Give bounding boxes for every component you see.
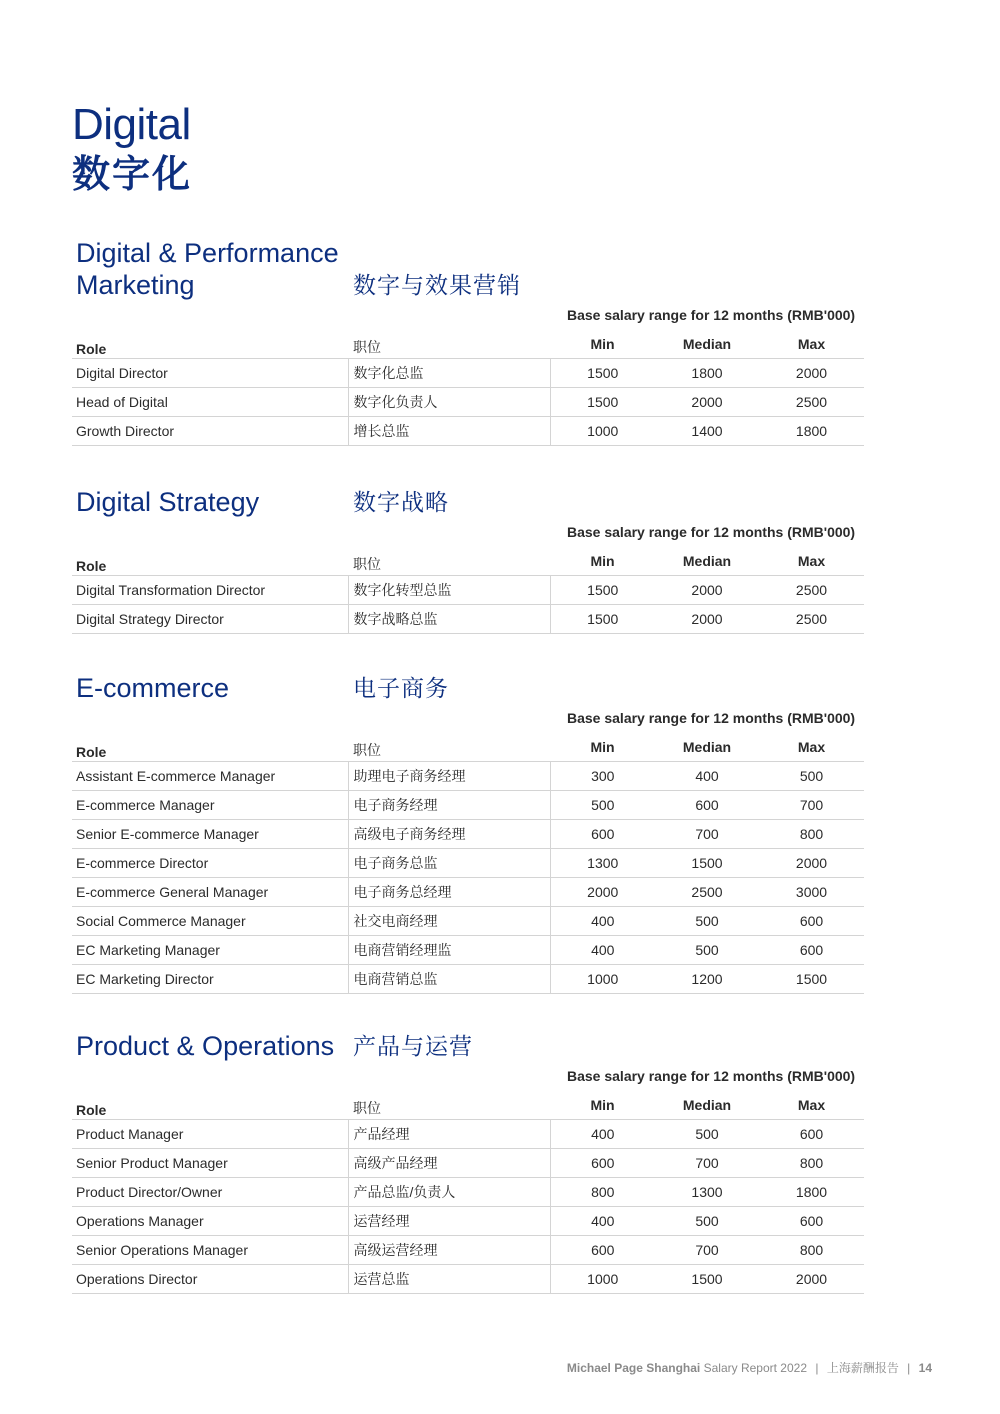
header-max: Max [759,546,864,576]
table-header-row [72,329,864,359]
role-cn-cell: 电子商务总经理 [348,878,550,907]
section-title-en: Product & Operations [76,1031,335,1061]
max-cell: 2500 [759,388,864,417]
max-cell: 2500 [759,605,864,634]
footer-report: Salary Report 2022 [703,1361,807,1375]
median-cell: 1400 [655,417,759,446]
page-footer [567,1359,932,1376]
role-cell: Head of Digital [72,388,348,417]
salary-table [72,1090,864,1294]
role-cell: Product Director/Owner [72,1178,348,1207]
header-role: Role [72,1090,348,1120]
table-row [72,1207,864,1236]
role-cell: Social Commerce Manager [72,907,348,936]
role-cell: EC Marketing Manager [72,936,348,965]
page-title [72,98,192,198]
header-min: Min [550,732,655,762]
table-header-row [72,546,864,576]
role-cell: Digital Strategy Director [72,605,348,634]
role-cell: Assistant E-commerce Manager [72,762,348,791]
header-role: Role [72,732,348,762]
table-row [72,849,864,878]
max-cell: 800 [759,1149,864,1178]
max-cell: 600 [759,1207,864,1236]
role-cell: Senior E-commerce Manager [72,820,348,849]
section-title-en [76,237,346,301]
role-cn-cell: 增长总监 [348,417,550,446]
min-cell: 600 [550,820,655,849]
median-cell: 500 [655,1207,759,1236]
role-cn-cell: 高级运营经理 [348,1236,550,1265]
role-cn-cell: 助理电子商务经理 [348,762,550,791]
section-title-cn: 数字与效果营销 [353,272,521,298]
table-row [72,936,864,965]
min-cell: 2000 [550,878,655,907]
median-cell: 2500 [655,878,759,907]
min-cell: 1000 [550,1265,655,1294]
median-cell: 1300 [655,1178,759,1207]
median-cell: 2000 [655,605,759,634]
role-cn-cell: 电子商务经理 [348,791,550,820]
role-cn-cell: 数字化负责人 [348,388,550,417]
median-cell: 2000 [655,576,759,605]
median-cell: 2000 [655,388,759,417]
section-header [72,478,864,518]
max-cell: 800 [759,1236,864,1265]
max-cell: 3000 [759,878,864,907]
header-min: Min [550,329,655,359]
median-cell: 700 [655,1236,759,1265]
role-cell: Senior Product Manager [72,1149,348,1178]
max-cell: 1800 [759,417,864,446]
salary-range-label: Base salary range for 12 months (RMB'000) [567,307,856,323]
header-min: Min [550,546,655,576]
min-cell: 600 [550,1236,655,1265]
min-cell: 1000 [550,965,655,994]
header-max: Max [759,329,864,359]
header-median: Median [655,732,759,762]
min-cell: 1000 [550,417,655,446]
section-title-cn: 数字战略 [353,489,449,515]
min-cell: 400 [550,936,655,965]
salary-table [72,732,864,994]
max-cell: 2500 [759,576,864,605]
header-max: Max [759,732,864,762]
header-max: Max [759,1090,864,1120]
median-cell: 1500 [655,1265,759,1294]
header-role: Role [72,329,348,359]
min-cell: 1500 [550,388,655,417]
role-cell: Growth Director [72,417,348,446]
salary-table [72,329,864,446]
header-median: Median [655,1090,759,1120]
median-cell: 1800 [655,359,759,388]
role-cell: Digital Transformation Director [72,576,348,605]
role-cell: E-commerce General Manager [72,878,348,907]
role-cell: E-commerce Director [72,849,348,878]
role-cn-cell: 电商营销总监 [348,965,550,994]
footer-brand: Michael Page Shanghai [566,1361,701,1375]
median-cell: 1500 [655,849,759,878]
role-cn-cell: 社交电商经理 [348,907,550,936]
role-cell: Product Manager [72,1120,348,1149]
table-header-row [72,1090,864,1120]
table-row [72,762,864,791]
min-cell: 800 [550,1178,655,1207]
table-row [72,965,864,994]
table-row [72,1149,864,1178]
role-cn-cell: 电商营销经理监 [348,936,550,965]
footer-separator: | [815,1361,819,1375]
section-title-cn: 电子商务 [353,675,449,701]
table-row [72,791,864,820]
section-digital-performance-marketing [72,237,864,446]
role-cn-cell: 数字化总监 [348,359,550,388]
table-row [72,417,864,446]
role-cell: Digital Director [72,359,348,388]
header-role-cn: 职位 [348,329,550,359]
table-row [72,1120,864,1149]
min-cell: 400 [550,1120,655,1149]
header-role-cn: 职位 [348,1090,550,1120]
table-row [72,605,864,634]
table-header-row [72,732,864,762]
section-e-commerce [72,664,864,994]
table-row [72,1178,864,1207]
max-cell: 600 [759,936,864,965]
header-min: Min [550,1090,655,1120]
max-cell: 800 [759,820,864,849]
page-title-en: Digital [72,100,191,149]
max-cell: 700 [759,791,864,820]
median-cell: 400 [655,762,759,791]
median-cell: 700 [655,820,759,849]
median-cell: 600 [655,791,759,820]
median-cell: 500 [655,907,759,936]
min-cell: 1500 [550,576,655,605]
table-row [72,576,864,605]
table-row [72,1265,864,1294]
median-cell: 700 [655,1149,759,1178]
min-cell: 400 [550,907,655,936]
section-title-cn: 产品与运营 [353,1033,473,1059]
max-cell: 1500 [759,965,864,994]
table-row [72,878,864,907]
footer-separator: | [907,1361,911,1375]
footer-cn: 上海薪酬报告 [826,1361,899,1375]
max-cell: 2000 [759,849,864,878]
role-cell: EC Marketing Director [72,965,348,994]
section-digital-strategy [72,478,864,634]
table-row [72,820,864,849]
role-cn-cell: 产品总监/负责人 [348,1178,550,1207]
section-product-operations [72,1022,864,1294]
section-title-en-line1: Digital & Performance [76,238,339,268]
header-median: Median [655,546,759,576]
role-cn-cell: 数字化转型总监 [348,576,550,605]
table-row [72,388,864,417]
section-title-en: Digital Strategy [76,487,260,517]
salary-table [72,546,864,634]
role-cn-cell: 高级产品经理 [348,1149,550,1178]
table-row [72,359,864,388]
header-role: Role [72,546,348,576]
max-cell: 600 [759,1120,864,1149]
salary-range-label: Base salary range for 12 months (RMB'000) [567,524,856,540]
role-cn-cell: 高级电子商务经理 [348,820,550,849]
min-cell: 1500 [550,605,655,634]
median-cell: 500 [655,936,759,965]
header-role-cn: 职位 [348,546,550,576]
page-title-cn: 数字化 [72,154,193,196]
median-cell: 1200 [655,965,759,994]
role-cell: Operations Director [72,1265,348,1294]
salary-range-label: Base salary range for 12 months (RMB'000) [567,1068,856,1084]
role-cn-cell: 产品经理 [348,1120,550,1149]
min-cell: 500 [550,791,655,820]
max-cell: 2000 [759,1265,864,1294]
max-cell: 600 [759,907,864,936]
role-cn-cell: 电子商务总监 [348,849,550,878]
section-title-en: E-commerce [76,673,230,703]
section-header [72,664,864,704]
header-role-cn: 职位 [348,732,550,762]
min-cell: 600 [550,1149,655,1178]
page-number: 14 [918,1361,932,1375]
min-cell: 1300 [550,849,655,878]
role-cell: E-commerce Manager [72,791,348,820]
role-cn-cell: 运营总监 [348,1265,550,1294]
max-cell: 500 [759,762,864,791]
role-cn-cell: 数字战略总监 [348,605,550,634]
role-cn-cell: 运营经理 [348,1207,550,1236]
table-row [72,1236,864,1265]
salary-range-label: Base salary range for 12 months (RMB'000) [567,710,856,726]
section-title-en-line2: Marketing [76,270,195,300]
max-cell: 2000 [759,359,864,388]
max-cell: 1800 [759,1178,864,1207]
header-median: Median [655,329,759,359]
section-header [72,1022,864,1062]
role-cell: Senior Operations Manager [72,1236,348,1265]
table-row [72,907,864,936]
role-cell: Operations Manager [72,1207,348,1236]
min-cell: 1500 [550,359,655,388]
min-cell: 300 [550,762,655,791]
section-header [72,237,864,301]
min-cell: 400 [550,1207,655,1236]
median-cell: 500 [655,1120,759,1149]
